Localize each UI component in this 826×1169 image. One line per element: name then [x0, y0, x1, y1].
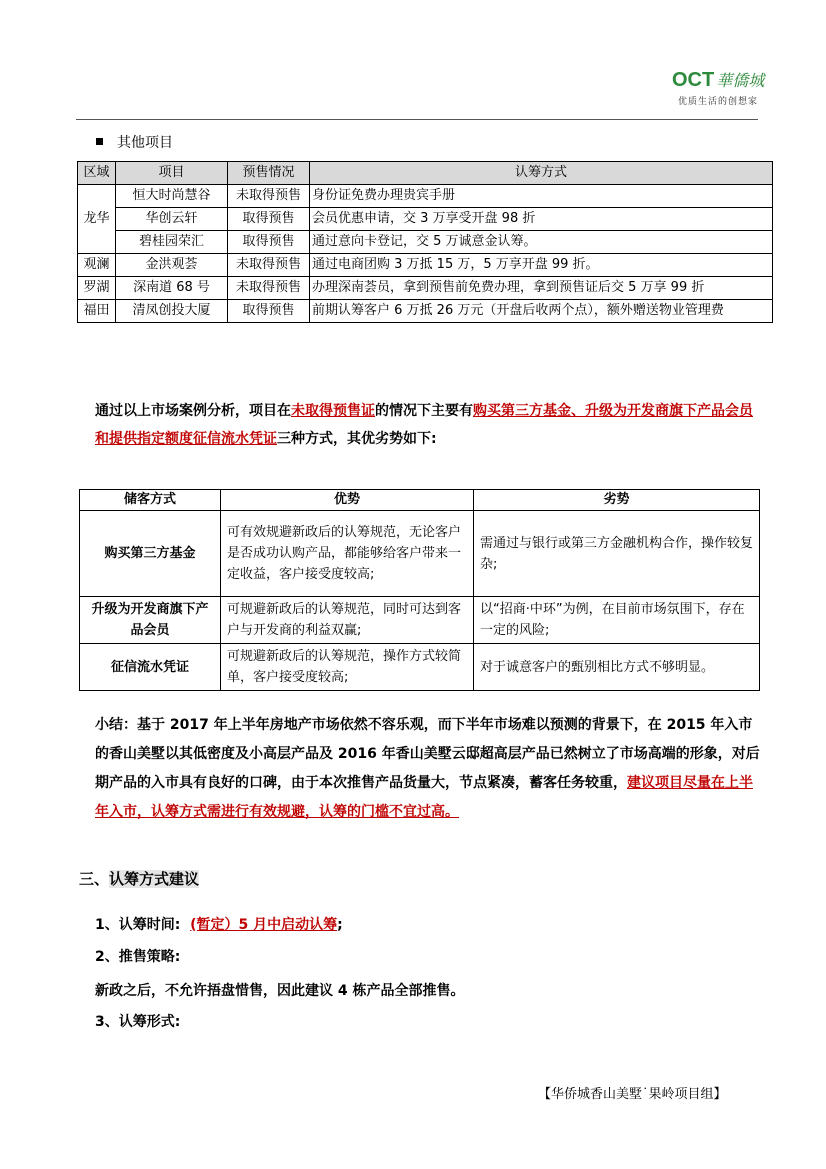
- bullet-square-icon: [96, 138, 103, 145]
- cell-presale: 取得预售: [228, 231, 310, 254]
- table-row: [80, 597, 760, 644]
- para-text: 通过以上市场案例分析，项目在: [95, 403, 291, 419]
- other-projects-table: [77, 161, 773, 323]
- header-region: 区域: [78, 162, 116, 185]
- item-sales-strategy-text: 新政之后，不允许捂盘惜售，因此建议 4 栋产品全部推售。: [95, 983, 465, 999]
- cell-pro: 可有效规避新政后的认筹规范，无论客户是否成功认购产品，都能够给客户带来一定收益，客户接受度较高;: [221, 511, 474, 597]
- section-3-heading: [79, 868, 199, 889]
- cell-project: 恒大时尚慧谷: [116, 185, 228, 208]
- cell-presale: 未取得预售: [228, 254, 310, 277]
- section-number: 三、: [79, 870, 110, 888]
- cell-presale: 取得预售: [228, 208, 310, 231]
- item-end: ;: [337, 917, 343, 933]
- cell-method: 通过电商团购 3 万抵 15 万，5 万享开盘 99 折。: [310, 254, 773, 277]
- header-rule: [76, 119, 758, 120]
- item-value: (暂定）5 月中启动认筹: [190, 917, 338, 933]
- cell-project: 碧桂园荣汇: [116, 231, 228, 254]
- cell-region: 观澜: [78, 254, 116, 277]
- cell-method: 征信流水凭证: [80, 644, 221, 691]
- cell-con: 需通过与银行或第三方金融机构合作，操作较复杂;: [474, 511, 760, 597]
- para-text: 的情况下主要有: [375, 403, 473, 419]
- header-cons: 劣势: [474, 490, 760, 511]
- table-row: [78, 208, 773, 231]
- cell-method: 身份证免费办理贵宾手册: [310, 185, 773, 208]
- table-row: [78, 277, 773, 300]
- logo-chinese: 華僑城: [716, 71, 765, 90]
- table-row: [78, 254, 773, 277]
- section-heading: [96, 132, 173, 152]
- item-subscription-time: [95, 914, 343, 934]
- summary-text: 小结：基于 2017 年上半年房地产市场依然不容乐观，而下半年市场难以预测的背景下，在 2015 年入市的香山美墅以其低密度及小高层产品及 2016 年香山美墅云邸超高层产品已然树立了市场高端的形象，对后期产品的入市具有良好的口碑，由于本次推售产品货量大，节点紧凑，蓄客任务较重，: [95, 717, 760, 791]
- analysis-paragraph: [95, 397, 765, 453]
- item-subscription-form: 3、认筹形式:: [95, 1014, 181, 1030]
- summary-paragraph: [95, 711, 765, 827]
- para-highlight: 购买第三方基金、升级为开发商旗下产品会员和提供指定额度征信流水凭证: [95, 403, 753, 447]
- cell-project: 深南道 68 号: [116, 277, 228, 300]
- cell-pro: 可规避新政后的认筹规范，操作方式较简单，客户接受度较高;: [221, 644, 474, 691]
- cell-presale: 未取得预售: [228, 277, 310, 300]
- table-row: [80, 511, 760, 597]
- header-pros: 优势: [221, 490, 474, 511]
- cell-con: 以“招商·中环”为例，在目前市场氛围下，存在一定的风险;: [474, 597, 760, 644]
- cell-con: 对于诚意客户的甄别相比方式不够明显。: [474, 644, 760, 691]
- logo-mark: OCT: [672, 69, 715, 91]
- header-method: 储客方式: [80, 490, 221, 511]
- cell-method: 升级为开发商旗下产品会员: [80, 597, 221, 644]
- cell-presale: 取得预售: [228, 300, 310, 323]
- summary-highlight: 建议项目尽量在上半年入市，认筹方式需进行有效规避，认筹的门槛不宜过高。: [95, 775, 753, 820]
- item-label: 1、认筹时间:: [95, 917, 181, 933]
- cell-method: 前期认筹客户 6 万抵 26 万元（开盘后收两个点），额外赠送物业管理费: [310, 300, 773, 323]
- footer-label: 【华侨城香山美墅˙果岭项目组】: [538, 1087, 727, 1102]
- cell-region: 龙华: [78, 185, 116, 254]
- para-text: 三种方式，其优劣势如下:: [277, 431, 437, 447]
- para-highlight: 未取得预售证: [291, 403, 375, 419]
- cell-project: 清凤创投大厦: [116, 300, 228, 323]
- header-method: 认筹方式: [310, 162, 773, 185]
- table-row: [78, 231, 773, 254]
- logo-slogan: 优质生活的创想家: [678, 97, 759, 107]
- cell-pro: 可规避新政后的认筹规范，同时可达到客户与开发商的利益双赢;: [221, 597, 474, 644]
- section-title: 认筹方式建议: [109, 870, 200, 888]
- company-logo: [672, 68, 782, 112]
- cell-method: 通过意向卡登记，交 5 万诚意金认筹。: [310, 231, 773, 254]
- cell-method: 购买第三方基金: [80, 511, 221, 597]
- cell-method: 办理深南荟员，拿到预售前免费办理，拿到预售证后交 5 万享 99 折: [310, 277, 773, 300]
- header-presale: 预售情况: [228, 162, 310, 185]
- table-header-row: [78, 162, 773, 185]
- cell-project: 金洪观荟: [116, 254, 228, 277]
- cell-region: 福田: [78, 300, 116, 323]
- table-row: [78, 300, 773, 323]
- cell-project: 华创云轩: [116, 208, 228, 231]
- cell-method: 会员优惠申请，交 3 万享受开盘 98 折: [310, 208, 773, 231]
- table-row: [78, 185, 773, 208]
- header-project: 项目: [116, 162, 228, 185]
- section-heading-text: 其他项目: [117, 135, 173, 151]
- item-sales-strategy: 2、推售策略:: [95, 949, 181, 965]
- cell-region: 罗湖: [78, 277, 116, 300]
- cell-presale: 未取得预售: [228, 185, 310, 208]
- pros-cons-table: [79, 489, 760, 691]
- table-header-row: [80, 490, 760, 511]
- table-row: [80, 644, 760, 691]
